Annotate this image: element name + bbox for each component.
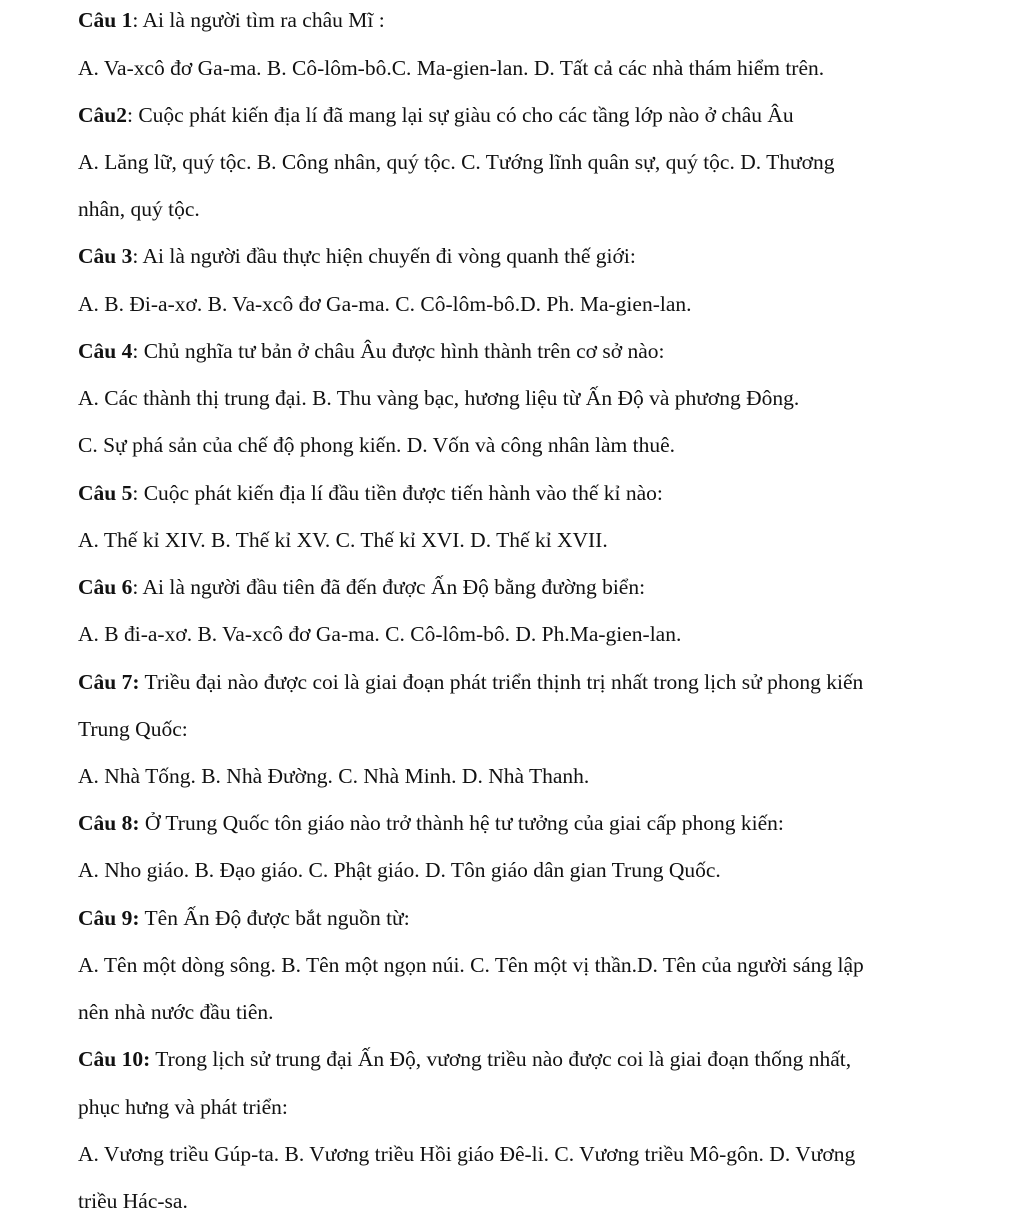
question-10 — [78, 1047, 851, 1071]
question-5 — [78, 481, 663, 505]
question-3-answers: A. B. Đi-a-xơ. B. Va-xcô đơ Ga-ma. C. Cô-lôm-bô.D. Ph. Ma-gien-lan. — [78, 292, 692, 316]
question-6 — [78, 575, 645, 599]
question-2-label: Câu2 — [78, 103, 127, 127]
question-9-label: Câu 9: — [78, 906, 140, 930]
question-10-text-cont: phục hưng và phát triển: — [78, 1095, 288, 1119]
question-7-answers: A. Nhà Tống. B. Nhà Đường. C. Nhà Minh. D. Nhà Thanh. — [78, 764, 590, 788]
question-10-answers-cont: triều Hác-sa. — [78, 1189, 188, 1213]
question-9-text: Tên Ấn Độ được bắt nguồn từ: — [139, 906, 410, 930]
question-10-answers: A. Vương triều Gúp-ta. B. Vương triều Hồi giáo Đê-li. C. Vương triều Mô-gôn. D. Vương — [78, 1142, 856, 1166]
question-3-label: Câu 3 — [78, 244, 133, 268]
question-4-answers: A. Các thành thị trung đại. B. Thu vàng bạc, hương liệu từ Ấn Độ và phương Đông. — [78, 386, 800, 410]
question-2 — [78, 103, 794, 127]
question-5-text: : Cuộc phát kiến địa lí đầu tiền được tiến hành vào thế kỉ nào: — [132, 481, 663, 505]
question-7-text-cont: Trung Quốc: — [78, 717, 188, 741]
question-8 — [78, 811, 784, 835]
question-6-label: Câu 6 — [78, 575, 133, 599]
question-8-answers: A. Nho giáo. B. Đạo giáo. C. Phật giáo. D. Tôn giáo dân gian Trung Quốc. — [78, 858, 721, 882]
question-8-text: Ở Trung Quốc tôn giáo nào trở thành hệ tư tưởng của giai cấp phong kiến: — [139, 811, 784, 835]
question-9 — [78, 906, 410, 930]
question-5-answers: A. Thế kỉ XIV. B. Thế kỉ XV. C. Thế kỉ XVI. D. Thế kỉ XVII. — [78, 528, 608, 552]
question-10-text: Trong lịch sử trung đại Ấn Độ, vương triều nào được coi là giai đoạn thống nhất, — [150, 1047, 852, 1071]
question-1 — [78, 8, 385, 32]
question-6-text: : Ai là người đầu tiên đã đến được Ấn Độ bằng đường biển: — [132, 575, 646, 599]
question-4 — [78, 339, 664, 363]
question-5-label: Câu 5 — [78, 481, 133, 505]
question-4-text: : Chủ nghĩa tư bản ở châu Âu được hình thành trên cơ sở nào: — [132, 339, 665, 363]
question-7 — [78, 670, 863, 694]
question-7-text: Triều đại nào được coi là giai đoạn phát triển thịnh trị nhất trong lịch sử phong kiến — [139, 670, 864, 694]
question-10-label: Câu 10: — [78, 1047, 151, 1071]
question-9-answers-cont: nên nhà nước đầu tiên. — [78, 1000, 274, 1024]
question-8-label: Câu 8: — [78, 811, 140, 835]
question-2-text: : Cuộc phát kiến địa lí đã mang lại sự giàu có cho các tầng lớp nào ở châu Âu — [126, 103, 794, 127]
question-7-label: Câu 7: — [78, 670, 140, 694]
question-2-answers-cont: nhân, quý tộc. — [78, 197, 200, 221]
question-4-label: Câu 4 — [78, 339, 133, 363]
question-1-answers: A. Va-xcô đơ Ga-ma. B. Cô-lôm-bô.C. Ma-gien-lan. D. Tất cả các nhà thám hiểm trên. — [78, 56, 825, 80]
question-3 — [78, 244, 636, 268]
question-1-label: Câu 1 — [78, 8, 133, 32]
question-1-text: : Ai là người tìm ra châu Mĩ : — [132, 8, 385, 32]
question-9-answers: A. Tên một dòng sông. B. Tên một ngọn núi. C. Tên một vị thần.D. Tên của người sáng lập — [78, 953, 864, 977]
question-3-text: : Ai là người đầu thực hiện chuyến đi vòng quanh thế giới: — [132, 244, 636, 268]
question-6-answers: A. B đi-a-xơ. B. Va-xcô đơ Ga-ma. C. Cô-lôm-bô. D. Ph.Ma-gien-lan. — [78, 622, 682, 646]
question-4-answers-cont: C. Sự phá sản của chế độ phong kiến. D. Vốn và công nhân làm thuê. — [78, 433, 676, 457]
question-2-answers: A. Lăng lữ, quý tộc. B. Công nhân, quý tộc. C. Tướng lĩnh quân sự, quý tộc. D. Thương — [78, 150, 835, 174]
